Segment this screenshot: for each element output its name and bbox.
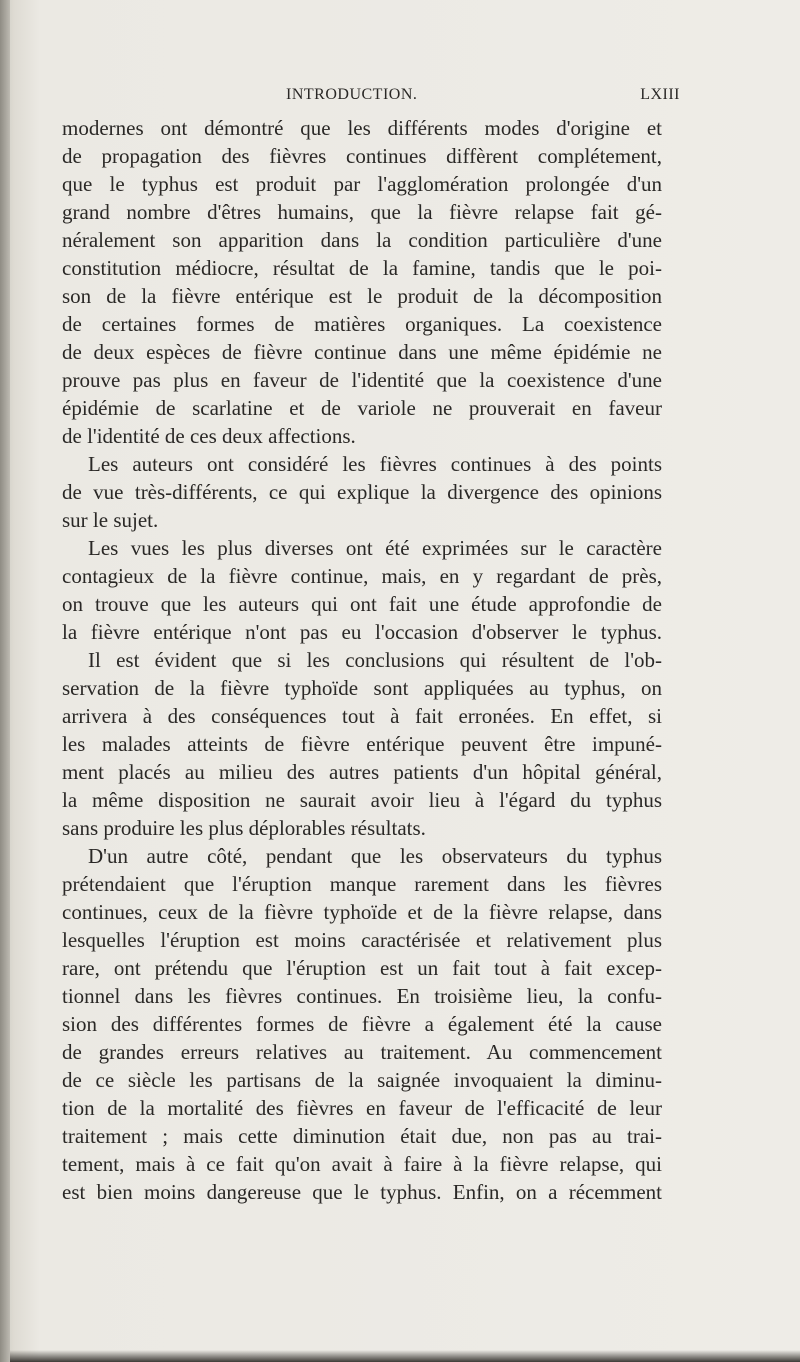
text-line: néralement son apparition dans la condition particulière d'une [62, 228, 662, 252]
text-line: de ce siècle les partisans de la saignée invoquaient la diminu- [62, 1068, 662, 1092]
text-line: tionnel dans les fièvres continues. En troisième lieu, la confu- [62, 984, 662, 1008]
text-line: arrivera à des conséquences tout à fait erronées. En effet, si [62, 704, 662, 728]
text-line: de l'identité de ces deux affections. [62, 424, 356, 448]
text-line: de deux espèces de fièvre continue dans une même épidémie ne [62, 340, 662, 364]
text-line: épidémie de scarlatine et de variole ne prouverait en faveur [62, 396, 662, 420]
text-line: modernes ont démontré que les différents modes d'origine et [62, 116, 662, 140]
page-bottom-edge [10, 1350, 800, 1362]
book-spine-edge [0, 0, 10, 1362]
text-line: sans produire les plus déplorables résultats. [62, 816, 426, 840]
text-line: sion des différentes formes de fièvre a également été la cause [62, 1012, 662, 1036]
text-line: de grandes erreurs relatives au traitement. Au commencement [62, 1040, 662, 1064]
running-title: INTRODUCTION. [286, 86, 418, 103]
text-line: la même disposition ne saurait avoir lieu à l'égard du typhus [62, 788, 662, 812]
text-line: D'un autre côté, pendant que les observateurs du typhus [88, 844, 662, 868]
text-line: traitement ; mais cette diminution était due, non pas au trai- [62, 1124, 662, 1148]
body-text [62, 114, 662, 1206]
text-line: on trouve que les auteurs qui ont fait une étude approfondie de [62, 592, 662, 616]
text-line: Les vues les plus diverses ont été exprimées sur le caractère [88, 536, 662, 560]
text-line: tion de la mortalité des fièvres en faveur de l'efficacité de leur [62, 1096, 662, 1120]
text-line: que le typhus est produit par l'agglomération prolongée d'un [62, 172, 662, 196]
running-header [200, 86, 680, 108]
text-line: de propagation des fièvres continues diffèrent complétement, [62, 144, 662, 168]
text-line: lesquelles l'éruption est moins caractérisée et relativement plus [62, 928, 662, 952]
text-line: les malades atteints de fièvre entérique peuvent être impuné- [62, 732, 662, 756]
text-line: servation de la fièvre typhoïde sont appliquées au typhus, on [62, 676, 662, 700]
text-line: de certaines formes de matières organiques. La coexistence [62, 312, 662, 336]
text-line: constitution médiocre, résultat de la famine, tandis que le poi- [62, 256, 662, 280]
text-line: tement, mais à ce fait qu'on avait à faire à la fièvre relapse, qui [62, 1152, 662, 1176]
text-line: son de la fièvre entérique est le produit de la décomposition [62, 284, 662, 308]
text-line: rare, ont prétendu que l'éruption est un fait tout à fait excep- [62, 956, 662, 980]
text-line: contagieux de la fièvre continue, mais, en y regardant de près, [62, 564, 662, 588]
text-line: grand nombre d'êtres humains, que la fièvre relapse fait gé- [62, 200, 662, 224]
text-line: Les auteurs ont considéré les fièvres continues à des points [88, 452, 662, 476]
text-line: sur le sujet. [62, 508, 159, 532]
text-line: Il est évident que si les conclusions qui résultent de l'ob- [88, 648, 662, 672]
text-line: continues, ceux de la fièvre typhoïde et de la fièvre relapse, dans [62, 900, 662, 924]
text-line: est bien moins dangereuse que le typhus. Enfin, on a récemment [62, 1180, 662, 1204]
text-line: prouve pas plus en faveur de l'identité que la coexistence d'une [62, 368, 662, 392]
text-line: prétendaient que l'éruption manque rarement dans les fièvres [62, 872, 662, 896]
page-number: LXIII [640, 86, 680, 103]
text-line: de vue très-différents, ce qui explique la divergence des opinions [62, 480, 662, 504]
text-line: la fièvre entérique n'ont pas eu l'occasion d'observer le typhus. [62, 620, 662, 644]
text-line: ment placés au milieu des autres patients d'un hôpital général, [62, 760, 662, 784]
